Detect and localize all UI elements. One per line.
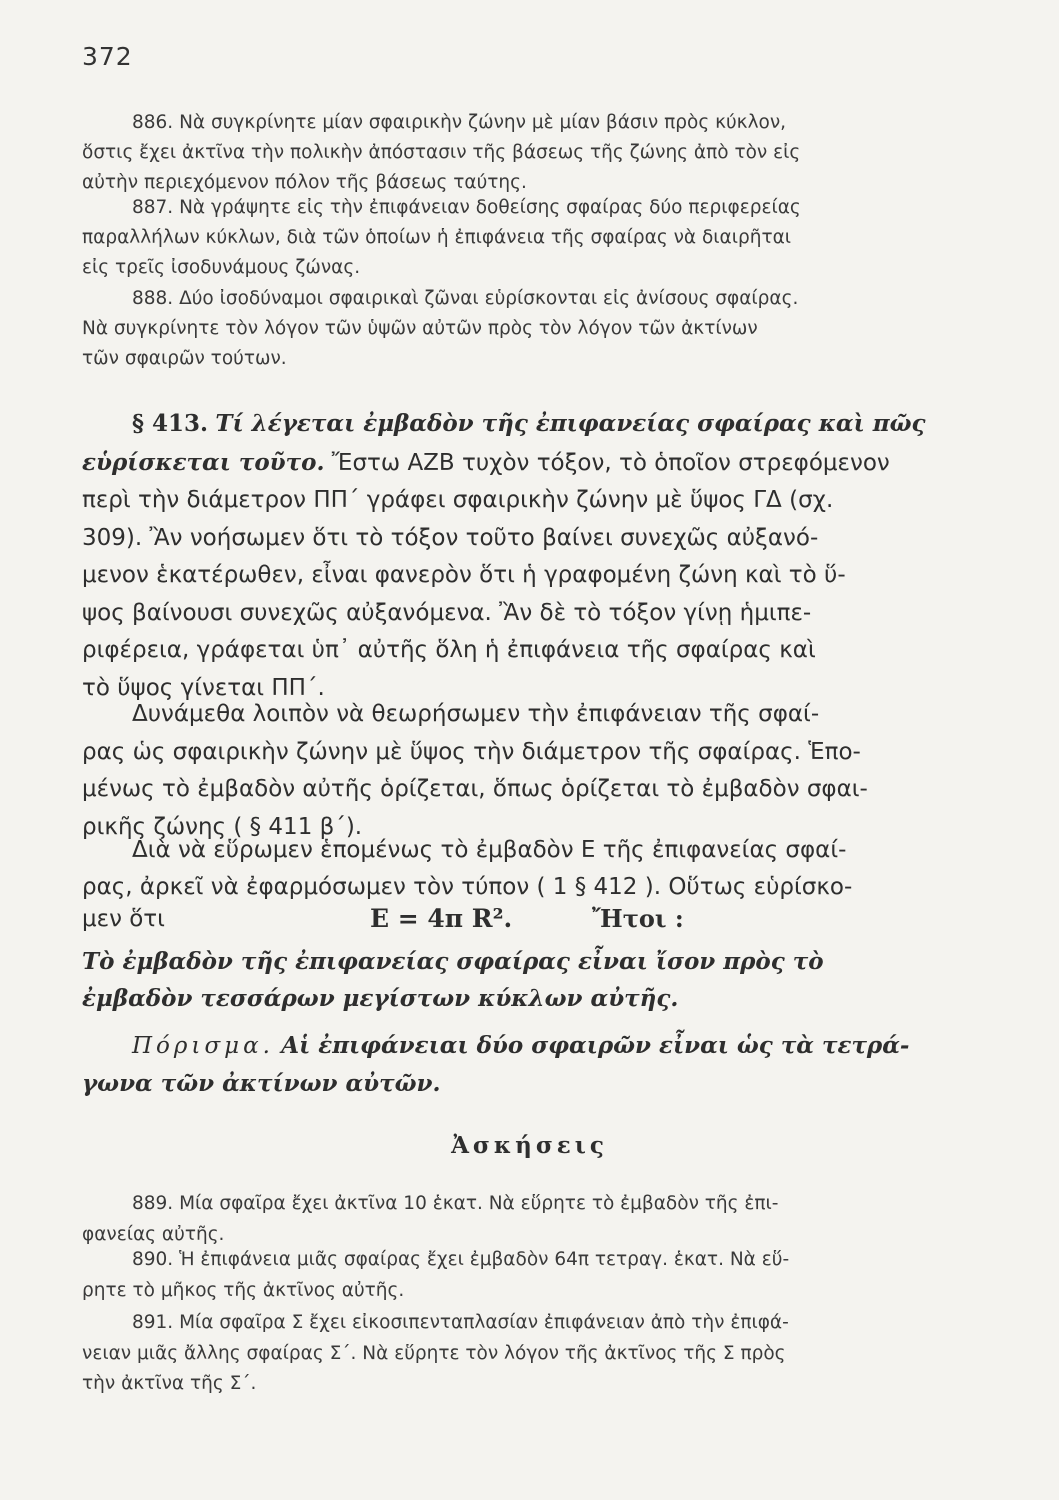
exercise-886 <box>82 108 934 198</box>
section-title-part-2: εὑρίσκεται τοῦτο. <box>82 448 325 476</box>
surface-area-formula: Ε = 4π R². <box>370 904 513 933</box>
text-line: ρας ὡς σφαιρικὴν ζώνην μὲ ὕψος τὴν διάμετρον τῆς σφαίρας. Ἑπο- <box>82 738 861 765</box>
text-line: φανείας αὐτῆς. <box>82 1223 225 1245</box>
text-line: παραλλήλων κύκλων, διὰ τῶν ὁποίων ἡ ἐπιφάνεια τῆς σφαίρας νὰ διαιρῆται <box>82 227 792 248</box>
text-line: Διὰ νὰ εὕρωμεν ἑπομένως τὸ ἐμβαδὸν Ε τῆς ἐπιφανείας σφαί- <box>132 837 847 863</box>
text-line: ὅστις ἔχει ἀκτῖνα τὴν πολικὴν ἀπόστασιν τῆς βάσεως τῆς ζώνης ἀπὸ τὸν εἰς <box>82 142 801 163</box>
text-line: 891. Μία σφαῖρα Σ ἔχει εἰκοσιπενταπλασίαν ἐπιφάνειαν ἀπὸ τὴν ἐπιφά- <box>132 1312 789 1333</box>
section-heading-line <box>82 405 934 444</box>
text-line: 890. Ἡ ἐπιφάνεια μιᾶς σφαίρας ἔχει ἐμβαδὸν 64π τετραγ. ἑκατ. Νὰ εὕ- <box>132 1249 790 1270</box>
text-line: μενον ἑκατέρωθεν, εἶναι φανερὸν ὅτι ἡ γραφομένη ζώνη καὶ τὸ ὕ- <box>82 562 846 588</box>
section-413 <box>82 405 934 707</box>
text-line: Νὰ συγκρίνητε τὸν λόγον τῶν ὑψῶν αὐτῶν πρὸς τὸν λόγον τῶν ἀκτίνων <box>82 318 758 339</box>
text-line: 309). Ἂν νοήσωμεν ὅτι τὸ τόξον τοῦτο βαίνει συνεχῶς αὐξανό- <box>82 524 819 551</box>
text-line: αὐτὴν περιεχόμενον πόλον τῆς βάσεως ταύτης. <box>82 172 527 193</box>
section-number: § 413. <box>132 410 209 437</box>
text-line: περὶ τὴν διάμετρον ΠΠ΄ γράφει σφαιρικὴν ζώνην μὲ ὕψος ΓΔ (σχ. <box>82 487 834 513</box>
exercise-889 <box>82 1189 934 1250</box>
porisma-text: Αἱ ἐπιφάνειαι δύο σφαιρῶν εἶναι ὡς τὰ τετρά- <box>281 1032 910 1059</box>
page-number: 372 <box>82 42 133 71</box>
text-fragment: μεν ὅτι <box>82 906 165 932</box>
text-line: Δυνάμεθα λοιπὸν νὰ θεωρήσωμεν τὴν ἐπιφάνειαν τῆς σφαί- <box>132 701 820 727</box>
porisma <box>82 1027 934 1103</box>
text-line: 889. Μία σφαῖρα ἔχει ἀκτῖνα 10 ἑκατ. Νὰ εὕρητε τὸ ἐμβαδὸν τῆς ἐπι- <box>132 1193 779 1214</box>
text-line: τὸ ὕψος γίνεται ΠΠ΄. <box>82 674 325 701</box>
text-line: 886. Νὰ συγκρίνητε μίαν σφαιρικὴν ζώνην μὲ μίαν βάσιν πρὸς κύκλον, <box>132 112 787 133</box>
text-line: μένως τὸ ἐμβαδὸν αὐτῆς ὁρίζεται, ὅπως ὁρίζεται τὸ ἐμβαδὸν σφαι- <box>82 776 868 802</box>
porisma-line-2 <box>82 1065 934 1103</box>
text-line: ρας, ἀρκεῖ νὰ ἐφαρμόσωμεν τὸν τύπον ( 1 § 412 ). Οὕτως εὑρίσκο- <box>82 874 853 900</box>
paragraph-3 <box>82 832 934 943</box>
text-line: εἰς τρεῖς ἰσοδυνάμους ζώνας. <box>82 257 361 278</box>
text-line: ρητε τὸ μῆκος τῆς ἀκτῖνος αὐτῆς. <box>82 1279 405 1301</box>
text-line: 888. Δύο ἰσοδύναμοι σφαιρικαὶ ζῶναι εὑρίσκονται εἰς ἀνίσους σφαίρας. <box>132 288 799 309</box>
text-line: τὴν ἀκτῖνα τῆς Σ΄. <box>82 1373 257 1394</box>
theorem <box>82 943 934 1017</box>
text-line: 887. Νὰ γράψητε εἰς τὴν ἐπιφάνειαν δοθείσης σφαίρας δύο περιφερείας <box>132 197 801 218</box>
section-title-part-1: Τί λέγεται ἐμβαδὸν τῆς ἐπιφανείας σφαίρας καὶ πῶς <box>215 410 926 437</box>
porisma-text: γωνα τῶν ἀκτίνων αὐτῶν. <box>82 1070 441 1097</box>
text-line: νειαν μιᾶς ἄλλης σφαίρας Σ΄. Νὰ εὕρητε τὸν λόγον τῆς ἀκτῖνος τῆς Σ πρὸς <box>82 1342 786 1364</box>
text-line: ριφέρεια, γράφεται ὑπ᾿ αὐτῆς ὅλη ἡ ἐπιφάνεια τῆς σφαίρας καὶ <box>82 637 816 663</box>
section-heading-line-2 <box>82 444 934 483</box>
etoi-label: Ἤτοι : <box>592 904 684 933</box>
exercise-888 <box>82 284 934 374</box>
exercise-890 <box>82 1245 934 1306</box>
theorem-line: ἐμβαδὸν τεσσάρων μεγίστων κύκλων αὐτῆς. <box>82 985 679 1012</box>
porisma-label: Πόρισμα. <box>132 1033 274 1059</box>
porisma-line <box>82 1027 934 1065</box>
text-line: τῶν σφαιρῶν τούτων. <box>82 348 287 369</box>
theorem-line: Τὸ ἐμβαδὸν τῆς ἐπιφανείας σφαίρας εἶναι ἴσον πρὸς τὸ <box>82 948 824 975</box>
paragraph-2 <box>82 696 934 846</box>
exercises-heading: Ἀσκήσεις <box>451 1132 608 1159</box>
exercise-887 <box>82 193 934 283</box>
text-line: ψος βαίνουσι συνεχῶς αὐξανόμενα. Ἂν δὲ τὸ τόξον γίνῃ ἡμιπε- <box>82 599 812 626</box>
formula-line <box>82 906 934 943</box>
exercise-891 <box>82 1308 934 1400</box>
section-text: Ἔστω ΑΖΒ τυχὸν τόξον, τὸ ὁποῖον στρεφόμενον <box>331 449 890 476</box>
text-line: ρικῆς ζώνης ( § 411 β΄). <box>82 813 363 840</box>
